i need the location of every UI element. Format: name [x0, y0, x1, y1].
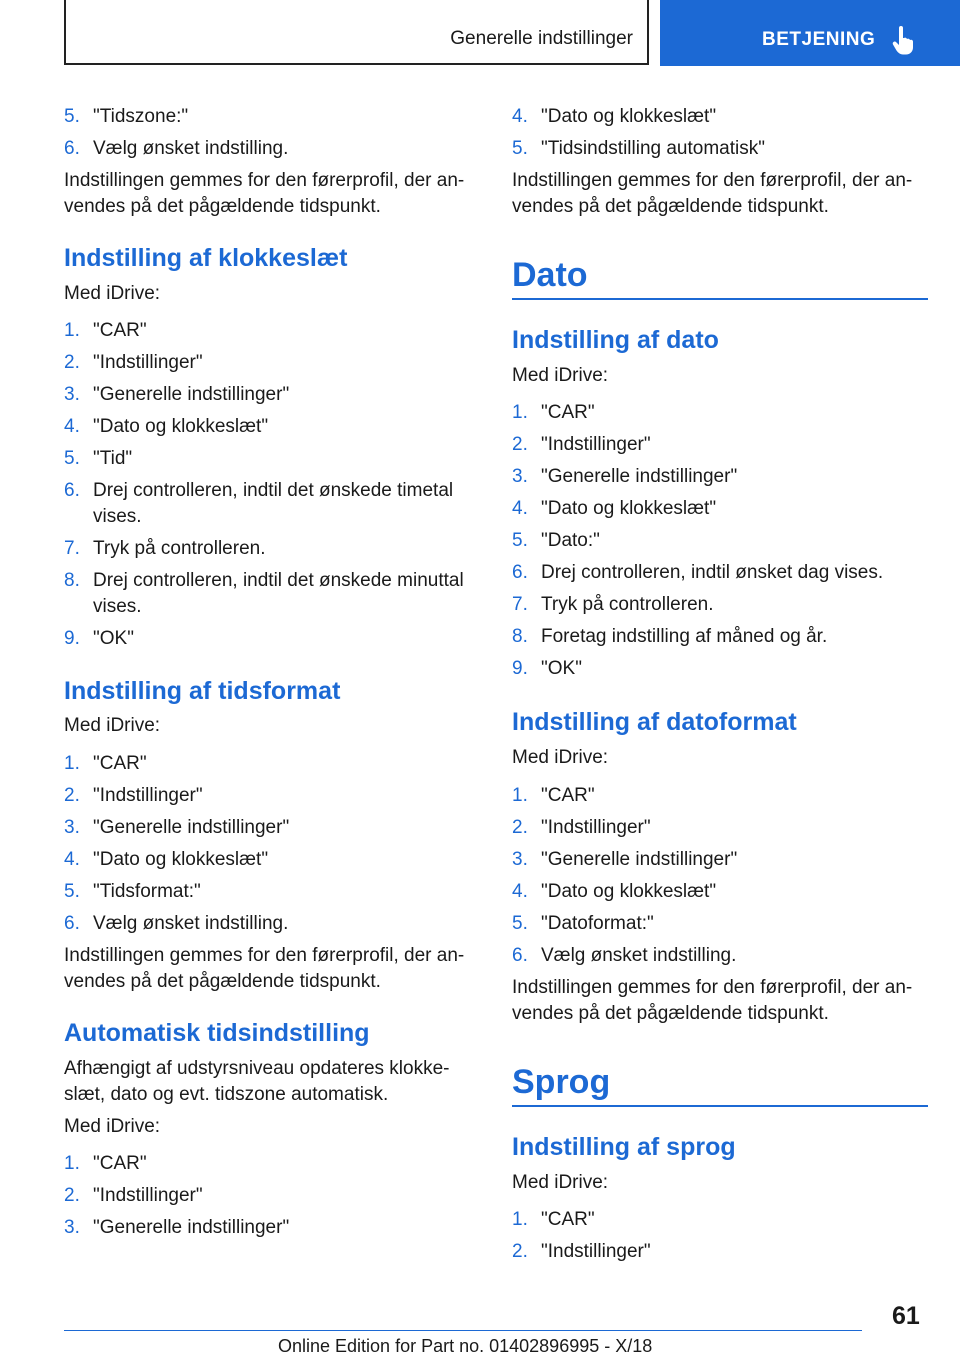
item-text: Drej controlleren, indtil det ønskede minuttal [93, 570, 464, 591]
item-text: Drej controlleren, indtil ønsket dag vises. [541, 562, 884, 583]
item-number: 2. [512, 1241, 528, 1262]
paragraph-line: Indstillingen gemmes for den førerprofil, der an‐ [64, 945, 465, 966]
item-number: 5. [64, 881, 80, 902]
heading-dato: Indstilling af dato [512, 326, 719, 354]
item-text: Drej controlleren, indtil det ønskede timetal [93, 480, 454, 501]
paragraph-line: slæt, dato og evt. tidszone automatisk. [64, 1084, 389, 1105]
item-number: 3. [64, 384, 80, 405]
item-number: 6. [64, 913, 80, 934]
item-text-cont: vises. [93, 506, 142, 527]
item-number: 4. [512, 498, 528, 519]
heading-rule [512, 298, 928, 300]
item-number: 1. [64, 1153, 80, 1174]
intro-text: Med iDrive: [512, 747, 609, 768]
chapter-tab-label: BETJENING [762, 29, 876, 50]
item-number: 2. [64, 1185, 80, 1206]
item-number: 5. [64, 448, 80, 469]
item-number: 2. [512, 434, 528, 455]
item-number: 4. [64, 416, 80, 437]
intro-text: Med iDrive: [512, 365, 609, 386]
paragraph-line: Indstillingen gemmes for den førerprofil, der an‐ [512, 170, 913, 191]
item-number: 5. [512, 138, 528, 159]
heading-datoformat: Indstilling af datoformat [512, 708, 797, 736]
paragraph-line: vendes på det pågældende tidspunkt. [64, 196, 381, 217]
item-text: "Generelle indstillinger" [93, 1217, 290, 1238]
edition-text: Online Edition for Part no. 01402896995 - X/18 [278, 1336, 653, 1356]
item-text: "Indstillinger" [93, 352, 203, 373]
item-text: "Indstillinger" [541, 434, 651, 455]
item-text: "Datoformat:" [541, 913, 654, 934]
item-text: "CAR" [541, 1209, 595, 1230]
item-number: 5. [512, 913, 528, 934]
item-number: 8. [64, 570, 80, 591]
item-number: 3. [64, 1217, 80, 1238]
item-text: "Dato og klokkeslæt" [93, 416, 269, 437]
item-text: "CAR" [93, 753, 147, 774]
item-number: 1. [64, 320, 80, 341]
item-number: 6. [512, 562, 528, 583]
item-text: "OK" [541, 658, 582, 679]
intro-text: Med iDrive: [64, 1116, 161, 1137]
item-number: 1. [512, 402, 528, 423]
pointing-hand-icon [892, 26, 914, 61]
paragraph-line: vendes på det pågældende tidspunkt. [64, 971, 381, 992]
item-number: 1. [512, 1209, 528, 1230]
section-header-box [64, 0, 649, 65]
page-number: 61 [892, 1302, 920, 1330]
item-number: 6. [64, 138, 80, 159]
heading-klokkeslaet: Indstilling af klokkeslæt [64, 244, 348, 272]
footer-rule [64, 1330, 862, 1331]
item-number: 7. [64, 538, 80, 559]
item-text-cont: vises. [93, 596, 142, 617]
item-number: 5. [512, 530, 528, 551]
item-number: 2. [64, 785, 80, 806]
item-number: 2. [64, 352, 80, 373]
item-number: 5. [64, 106, 80, 127]
section-title: Generelle indstillinger [450, 28, 633, 49]
item-number: 1. [64, 753, 80, 774]
item-text: Vælg ønsket indstilling. [93, 913, 289, 934]
item-text: "Generelle indstillinger" [93, 817, 290, 838]
paragraph-line: vendes på det pågældende tidspunkt. [512, 196, 829, 217]
item-number: 7. [512, 594, 528, 615]
paragraph-line: Indstillingen gemmes for den førerprofil, der an‐ [64, 170, 465, 191]
item-number: 9. [512, 658, 528, 679]
item-text: "OK" [93, 628, 134, 649]
heading-automatisk: Automatisk tidsindstilling [64, 1019, 370, 1047]
item-text: "Generelle indstillinger" [541, 466, 738, 487]
heading-sprog: Indstilling af sprog [512, 1133, 736, 1161]
item-number: 3. [512, 466, 528, 487]
item-number: 9. [64, 628, 80, 649]
item-text: "Tid" [93, 448, 133, 469]
item-number: 6. [64, 480, 80, 501]
item-text: Vælg ønsket indstilling. [93, 138, 289, 159]
item-text: "Tidsindstilling automatisk" [541, 138, 765, 159]
item-text: "Tidszone:" [93, 106, 189, 127]
item-text: "CAR" [541, 402, 595, 423]
heading-rule [512, 1105, 928, 1107]
intro-text: Med iDrive: [64, 715, 161, 736]
intro-text: Med iDrive: [512, 1172, 609, 1193]
item-number: 4. [512, 106, 528, 127]
heading-tidsformat: Indstilling af tidsformat [64, 677, 341, 705]
item-number: 2. [512, 817, 528, 838]
item-number: 6. [512, 945, 528, 966]
item-number: 1. [512, 785, 528, 806]
item-text: "CAR" [93, 320, 147, 341]
item-number: 3. [64, 817, 80, 838]
item-text: "Indstillinger" [93, 1185, 203, 1206]
item-number: 4. [64, 849, 80, 870]
item-text: "Indstillinger" [93, 785, 203, 806]
item-text: "Generelle indstillinger" [541, 849, 738, 870]
item-text: "Tidsformat:" [93, 881, 201, 902]
paragraph-line: Afhængigt af udstyrsniveau opdateres klokke‐ [64, 1058, 450, 1079]
chapter-tab[interactable] [660, 0, 960, 66]
intro-text: Med iDrive: [64, 283, 161, 304]
chapter-heading-sprog: Sprog [512, 1063, 611, 1101]
item-text: "Dato og klokkeslæt" [541, 106, 717, 127]
page-header [0, 0, 960, 66]
paragraph-line: vendes på det pågældende tidspunkt. [512, 1003, 829, 1024]
item-text: Tryk på controlleren. [541, 594, 714, 615]
item-text: "Dato og klokkeslæt" [541, 881, 717, 902]
item-number: 8. [512, 626, 528, 647]
item-text: "Dato og klokkeslæt" [541, 498, 717, 519]
item-number: 4. [512, 881, 528, 902]
chapter-heading-dato: Dato [512, 256, 588, 294]
paragraph-line: Indstillingen gemmes for den førerprofil, der an‐ [512, 977, 913, 998]
item-text: Vælg ønsket indstilling. [541, 945, 737, 966]
item-text: "Dato og klokkeslæt" [93, 849, 269, 870]
item-text: "Generelle indstillinger" [93, 384, 290, 405]
item-number: 3. [512, 849, 528, 870]
item-text: "Dato:" [541, 530, 600, 551]
item-text: "CAR" [93, 1153, 147, 1174]
item-text: Foretag indstilling af måned og år. [541, 626, 828, 647]
item-text: Tryk på controlleren. [93, 538, 266, 559]
item-text: "Indstillinger" [541, 1241, 651, 1262]
item-text: "Indstillinger" [541, 817, 651, 838]
item-text: "CAR" [541, 785, 595, 806]
